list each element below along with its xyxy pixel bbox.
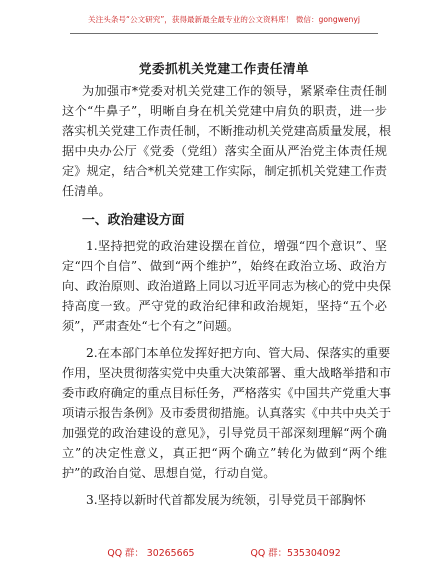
- intro-line: 为加强市*党委对机关党建工作的领导，紧紧牵住责任制: [82, 84, 387, 98]
- item-2-line: 项请示报告条例》及市委贯彻措施。认真落实《中共中央关于: [62, 406, 392, 420]
- item-1-line: 持高度一致。严守党的政治纪律和政治规矩，坚持“五个必: [62, 299, 387, 313]
- footer-qq-group-2: QQ 群：535304092: [250, 548, 341, 559]
- section-heading: 一、政治建设方面: [82, 213, 185, 228]
- header-divider: [70, 33, 378, 34]
- item-1-line: 向、政治原则、政治道路上同以习近平同志为核心的党中央保: [62, 279, 392, 293]
- item-2-line: 护”的政治自觉、思想自觉，行动自觉。: [62, 466, 276, 480]
- item-1-line: 定“四个自信”、做到“两个维护”，始终在政治立场、政治方: [62, 259, 387, 273]
- item-1-line: 1.坚持把党的政治建设摆在首位，增强“四个意识”、坚: [86, 239, 387, 253]
- intro-line: 定》规定，结合*机关党建工作实际，制定抓机关党建工作责: [62, 164, 387, 178]
- item-3-line: 3.坚持以新时代首都发展为统领，引导党员干部胸怀: [86, 493, 366, 507]
- footer-qq-group-1: QQ 群： 30265665: [107, 548, 195, 559]
- item-2-line: 委市政府确定的重点目标任务，严格落实《中国共产党重大事: [62, 386, 392, 400]
- item-2-line: 加强党的政治建设的意见》，引导党员干部深刻理解“两个确: [62, 426, 387, 440]
- intro-line: 据中央办公厅《党委（党组）落实全面从严治党主体责任规: [62, 144, 387, 158]
- item-2-line: 立”的决定性意义，真正把“两个确立”转化为做到“两个维: [62, 446, 387, 460]
- item-2-line: 2.在本部门本单位发挥好把方向、管大局、保落实的重要: [86, 346, 391, 360]
- intro-line: 任清单。: [62, 184, 111, 198]
- document-title: 党委抓机关党建工作责任清单: [138, 61, 310, 76]
- intro-line: 这个“牛鼻子”，明晰自身在机关党建中肩负的职责，进一步: [62, 104, 387, 118]
- item-2-line: 作用，坚决贯彻落实党中央重大决策部署、重大战略举措和市: [62, 366, 392, 380]
- item-1-line: 须”，严肃查处“七个有之”问题。: [62, 319, 240, 333]
- intro-line: 落实机关党建工作责任制，不断推动机关党建高质量发展，根: [62, 124, 392, 138]
- footer: [0, 545, 448, 559]
- top-banner: 关注头条号“公文研究”，获得最新最全最专业的公文资料库！ 微信：gongwenyj: [88, 15, 360, 24]
